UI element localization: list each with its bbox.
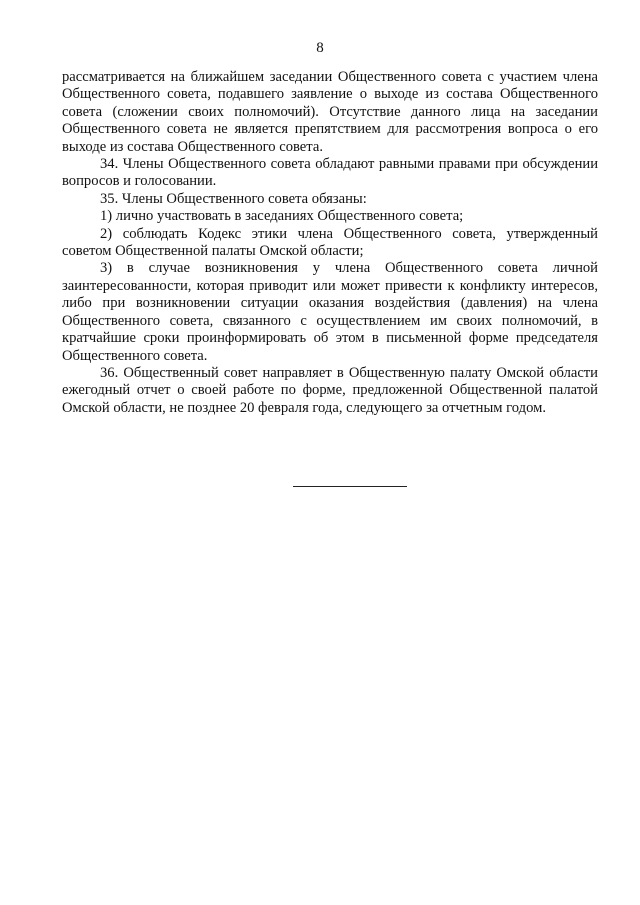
page-number: 8 xyxy=(316,40,324,56)
paragraph-35-item-3: 3) в случае возникновения у члена Общественного совета личной заинтересованности, которая приводит или может привести к конфликту интересов, либо при возникновении ситуации оказания воздействия (давления) на члена Общественного совета, связанного с осуществлением им своих полномочий, в кратчайшие сроки проинформировать об этом в письменной форме председателя Общественного совета. xyxy=(62,260,598,364)
paragraph-35-item-2: 2) соблюдать Кодекс этики члена Общественного совета, утвержденный советом Общественной палаты Омской области; xyxy=(62,225,598,260)
paragraph-35-item-1: 1) лично участвовать в заседаниях Общественного совета; xyxy=(100,208,464,225)
paragraph-35: 35. Члены Общественного совета обязаны: xyxy=(100,190,367,207)
paragraph-36: 36. Общественный совет направляет в Общественную палату Омской области ежегодный отчет о своей работе по форме, предложенной Общественной палатой Омской области, не позднее 20 февраля года, следующего за отчетным годом. xyxy=(62,364,598,416)
end-of-text-rule xyxy=(293,486,407,487)
paragraph-continuation: рассматривается на ближайшем заседании Общественного совета с участием члена Общественного совета, подавшего заявление о выходе из состава Общественного совета (сложении своих полномочий). Отсутствие данного лица на заседании Общественного совета не является препятствием для рассмотрения вопроса о его выходе из состава Общественного совета. xyxy=(62,69,598,155)
paragraph-34: 34. Члены Общественного совета обладают равными правами при обсуждении вопросов и голосовании. xyxy=(62,156,598,190)
document-body xyxy=(62,69,598,417)
